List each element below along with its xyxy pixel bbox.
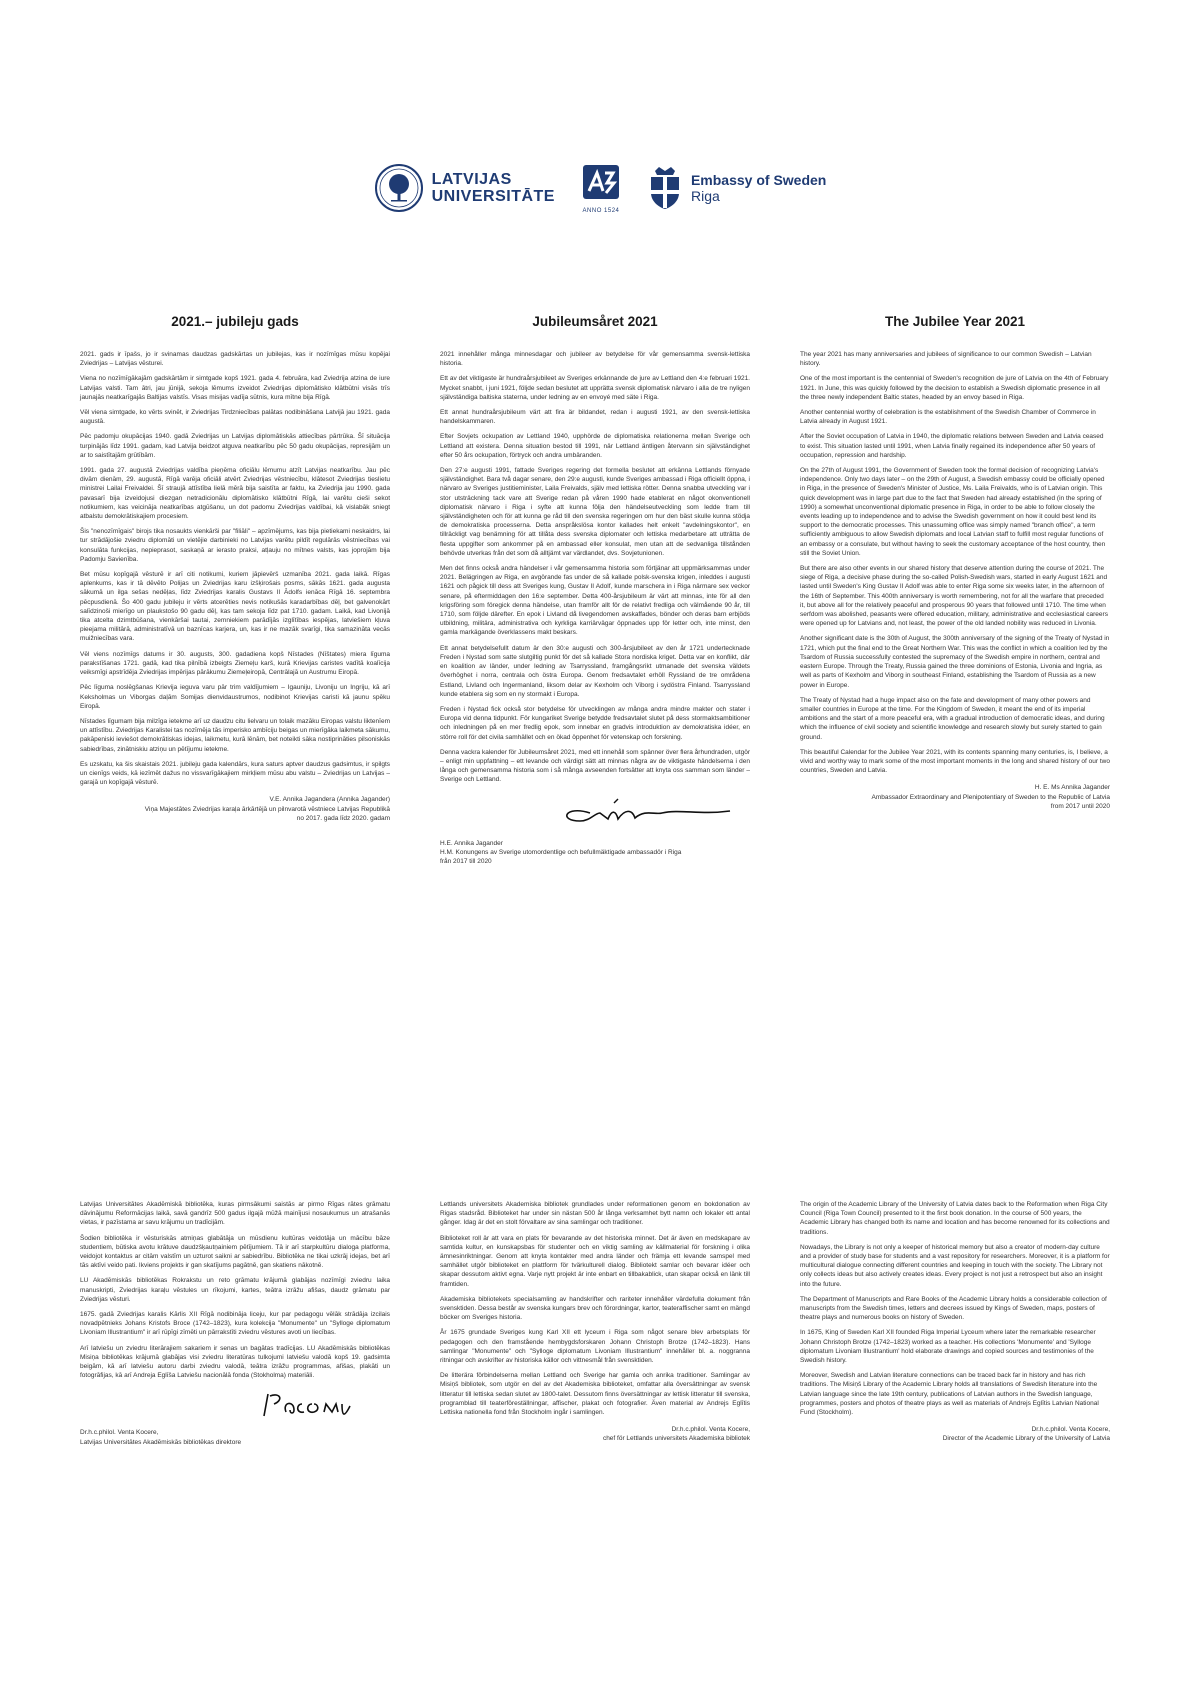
signatory-title: Ambassador Extraordinary and Plenipotentiary of Sweden to the Republic of Latvia [871, 793, 1110, 801]
logo-row [0, 158, 1200, 218]
signatory-title: Viņa Majestātes Zviedrijas karaļa ārkārtējā un pilnvarotā vēstniece Latvijas Republikā [144, 805, 390, 813]
paragraph: Pēc līguma noslēgšanas Krievija ieguva varu pār trim valdījumiem – Igauniju, Livoniju un Ingriju, kā arī Keksholmas un Viborgas daļām Somijas dienvidaustrumos, nodibinot Krievijas caristi kā jaunu spēku Eiropā. [80, 684, 390, 710]
paragraph: Pēc padomju okupācijas 1940. gadā Zviedrijas un Latvijas diplomātiskās attiecības pārtrūka. Šī situācija turpinājās līdz 1991. gadam, kad Latvija beidzot atguva neatkarību pēc 50 gadu okupācijas, represijām un ar to saistītajām grūtībām. [80, 433, 390, 459]
lu-wordmark-line2: UNIVERSITĀTE [431, 188, 555, 205]
lu-tree-emblem-icon [374, 163, 424, 213]
signatory-name: Dr.h.c.philol. Venta Kocere, [80, 1429, 159, 1437]
paragraph: Bet mūsu kopīgajā vēsturē ir arī citi notikumi, kuriem jāpievērš uzmanība 2021. gada laikā. Rīgas aplenkums, kas ir tā dēvēto Polijas un Zviedrijas karu izšķirošais posms, sākās 1621. gada augusta sākumā un ilga sešas nedēļas, līdz Zviedrijas karalis Gustavs II Ādolfs ienāca Rīgā 16. septembra pēcpusdienā. Šo 400 gadu jubileju ir vērts atcerēties nevis notikušās karadarbības dēļ, bet galvenokārt salīdzinoši mierīgo un plaukstošo 90 gadu dēļ, kas tam sekoja līdz pat 1710. gadam. Laikā, kad Livonijā tika atcelta dzimtbūšana, vienkāršai tautai, zemniekiem parādījās izglītības iespējas, latviešiem kļuva pieejama militārā, administratīvā un baznīcas karjera, un, kas ir ne mazāk svarīgi, tika samazināta vecās muižniecības vara. [80, 571, 390, 643]
paragraph: Another significant date is the 30th of August, the 300th anniversary of the signing of the Treaty of Nystad in 1721, which put the final end to the Great Northern War. This was the conflict in which a coalition led by the Tsardom of Russia successfully contested the supremacy of the Swedish empire in northern, central and eastern Europe. Through the Treaty, Russia gained the three dominions of Estonia, Livonia and Ingria, as well as parts of Kexholm and Viborg in southeast Finland, establishing the Tsardom of Russia as a new power in Europe. [800, 635, 1110, 689]
paragraph: Moreover, Swedish and Latvian literature connections can be traced back far in history and has rich traditions. The Misiņš Library of the Academic Library holds all translations of Swedish literature into the Latvian language since the late 19th century, publications of Latvian authors in the Swedish language, programmes, posters and photos of theatre plays as well as materials of Andrejs Eglītis Latvian National Fund (Stockholm). [800, 1372, 1099, 1417]
paragraph: The origin of the Academic Library of the University of Latvia dates back to the Reformation when Riga City Council (Riga Town Council) presented to it the first book donation. In the course of 500 years, the Academic Library has changed both its name and location and has become renowned for its collections and traditions. [800, 1201, 1110, 1236]
paragraph: LU Akadēmiskās bibliotēkas Rokrakstu un reto grāmatu krājumā glabājas nozīmīgi zviedru laika manuskripti, Zviedrijas karaļu vēstules un rīkojumi, kartes, teātra izrāžu afišas, daudz grāmatu par Zviedrijas vēsturi. [80, 1277, 390, 1303]
library-column-sv [440, 1200, 750, 1444]
paragraph: On the 27th of August 1991, the Government of Sweden took the formal decision of recognizing Latvia's independence. Only two days later – on the 29th of August, a Swedish embassy could be officially opened in Riga, in the presence of Sweden's Minister of Justice, Ms. Laila Freivalds, who is of Latvian origin. This quick development was in large part due to the fact that Sweden had already established (in the spring of 1990) a somewhat unconventional diplomatic presence in Riga, in order to be able to follow closely the events leading up to independence and to advise the Swedish government on how it could best lend its support to the democratic processes. This unassuming office was simply named "branch office", a term sufficiently ambiguous to allow Swedish diplomats and local Latvian staff to fulfill most regular functions of an embassy or a consulate, but without having to seek the customary acceptance of the host country, then still the Soviet Union. [800, 467, 1106, 557]
handwritten-signature-icon [80, 1386, 390, 1420]
library-column-en [800, 1200, 1110, 1444]
paragraph: Men det finns också andra händelser i vår gemensamma historia som förtjänar att uppmärksammas under 2021. Belägringen av Riga, en avgörande fas under de så kallade polsk-svenska krigen, inleddes i augusti 1621 och pågick till dess att Sveriges kung, Gustav II Adolf, kunde marschera in i Riga närmare sex veckor senare, på eftermiddagen den 16:e september. Detta 400-årsjubileum är värt att minnas, inte för all den krigsföring som föregick denna händelse, utan framför allt för de relativt fredliga och välmående 90 år, till 1710, som följde därefter. En epok i Livland då livegendomen avskaffades, bönder och deras barn erbjöds utbildning, militära, administrativa och kyrkliga karriärvägar öppnades upp för letter och, inte minst, den gamla markägande överklassens makt beskars. [440, 565, 750, 637]
paragraph: Vēl viens nozīmīgs datums ir 30. augusts, 300. gadadiena kopš Nīstades (Nīštates) miera līguma parakstīšanas 1721. gadā, kad tika pilnībā izbeigts Ziemeļu karš, kurā Krievijas caristes vadītā koalīcija veiksmīgi apstrīdēja Zviedrijas impērijas pārākumu Ziemeļeiropā, Centrālajā un Austrumu Eiropā. [80, 650, 390, 677]
paragraph: De litterära förbindelserna mellan Lettland och Sverige har gamla och anrika traditioner. Samlingar av Misiņš bibliotek, som utgör en del av det Akademiska biblioteket, omfattar alla översättningar av svensk litteratur till lettiska sedan slutet av 1800-talet. Dessutom finns översättningar av lettisk litteratur till svenska, programblad till teaterföreställningar, affischer, plakat och fotografier. Även material av Andrejs Eglītis Lettiska nationella fond från Stockholm ingår i samlingen. [440, 1372, 750, 1417]
embassy-city: Riga [690, 188, 720, 204]
paragraph: The Department of Manuscripts and Rare Books of the Academic Library holds a considerable collection of manuscripts from the Swedish times, letters and decrees issued by Kings of Sweden, maps, posters of theatre plays and numerous books on history of Sweden. [800, 1295, 1107, 1322]
paragraph: After the Soviet occupation of Latvia in 1940, the diplomatic relations between Sweden and Latvia ceased to exist. This situation lasted until 1991, when Latvia finally regained its independence after 50 years of occupation, repression and hardship. [800, 433, 1104, 459]
lu-logo [374, 163, 555, 213]
signatory-title: Latvijas Universitātes Akadēmiskās bibliotēkas direktore [80, 1438, 242, 1446]
jubilee-body-en [800, 350, 1110, 775]
signatory-term: no 2017. gada līdz 2020. gadam [296, 814, 390, 822]
paragraph: Efter Sovjets ockupation av Lettland 1940, upphörde de diplomatiska relationerna mellan Sverige och Lettland att existera. Denna situation bestod till 1991, när Lettland äntligen återvann sin självständighet efter 50 års ockupation, förtryck och andra umbäranden. [440, 433, 750, 459]
signatory-name: H. E. Ms Annika Jagander [1034, 784, 1110, 792]
paragraph: Akademiska bibliotekets specialsamling av handskrifter och rariteter innehåller värdefulla dokument från svensktiden. Dessa består av svenska kungars brev och förordningar, kartor, teateraffischer samt en mängd böcker om Sveriges historia. [440, 1295, 750, 1322]
paragraph: Latvijas Universitātes Akadēmiskā bibliotēka, kuras pirmsākumi saistās ar pirmo Rīgas rātes grāmatu dāvinājumu Reformācijas laikā, savā gandrīz 500 gadus ilgajā mūžā mainījusi nosaukumus un atrašanās vietas, ir pazīstama ar savu krājumu un tradīcijām. [80, 1201, 390, 1227]
signature-block-library-sv [440, 1425, 750, 1443]
handwritten-signature-icon [440, 791, 740, 831]
paragraph: Ett annat betydelsefullt datum är den 30:e augusti och 300-årsjubileet av den år 1721 undertecknade Freden i Nystad som satte slutgiltig punkt för det så kallade Stora nordiska kriget. Detta var en konflikt, där en koalition av länder, under ledning av Tsarryssland, framgångsrikt utmanade det svenska väldets överhöghet i norra, centrala och östra Europa. Genom fredsavtalet erhöll Ryssland de tre områdena Estland, Livland och Ingermanland, liksom delar av Kexholm och Viborg i sydöstra Finland. Tsarryssland kunde etablera sig som en ny stormakt i Europa. [440, 644, 750, 698]
paragraph: Ett av det viktigaste är hundraårsjubileet av Sveriges erkännande de jure av Lettland den 4:e februari 1921. Mycket snabbt, i juni 1921, följde sedan beslutet att upprätta svensk diplomatisk närvaro i alla de tre nyligen självständiga baltiska staterna, under ledning av en envoyé med säte i Riga. [440, 375, 750, 401]
library-column-lv [80, 1200, 390, 1447]
signatory-term: från 2017 till 2020 [440, 857, 492, 865]
jubilee-column-sv [440, 314, 750, 866]
jubilee-body-lv [80, 350, 390, 787]
signature-block-en [800, 783, 1110, 811]
signatory-name: V.E. Annika Jagandera (Annika Jagander) [269, 796, 390, 804]
signatory-name: H.E. Annika Jagander [440, 839, 503, 847]
paragraph: Lettlands universitets Akademiska bibliotek grundlades under reformationen genom en bokdonation av Rigas stadsråd. Biblioteket har under sin nästan 500 år långa verksamhet bytt namn och lokaler ett antal gånger. Idag är det en stolt förvaltare av sina samlingar och traditioner. [440, 1201, 750, 1227]
embassy-wordmark [691, 172, 826, 204]
paragraph: 2021 innehåller många minnesdagar och jubileer av betydelse för vår gemensamma svensk-lettiska historia. [440, 351, 750, 368]
paragraph: Freden i Nystad fick också stor betydelse för utvecklingen av många andra mindre makter och stater i Europa vid denna tidpunkt. För kungariket Sverige betydde fredsavtalet slutet på dess stormaktsambitioner och inledningen på en mer fredlig epok, som innebar en gradvis introduktion av demokratiska idéer, en större roll för det civila samhället och en ökad öppenhet för vetenskap och forskning. [440, 705, 750, 741]
jubilee-title-sv: Jubileumsåret 2021 [532, 314, 658, 329]
signatory-title: H.M. Konungens av Sverige utomordentlige och befullmäktigade ambassadör i Riga [440, 848, 682, 856]
paragraph: Biblioteket roll är att vara en plats för bevarande av det historiska minnet. Det är även en medskapare av samtida kultur, en kunskapsbas för studenter och en viktig samling av källmaterial för forskning i olika ämnesinriktningar. Genom att knyta kontakter med andra länder och främja ett levande samspel med samhället utgör biblioteket en plattform för tvärkulturell dialog. Bibliotekt samlar och bevarar idéer och skapar dessutom aktivt egna. Varje nytt projekt är inte enbart en tillbakablick, utan skapar också en länk till framtiden. [440, 1234, 750, 1288]
lu-wordmark [432, 171, 555, 205]
embassy-name: Embassy of Sweden [690, 172, 827, 188]
paragraph: Šodien bibliotēka ir vēsturiskās atmiņas glabātāja un mūsdienu kultūras veidotāja un mācību bāze studentiem, būtiska avotu krātuve daudzšķautņainiem pētījumiem. Tā ir arī starpkultūru dialoga platforma, veidojot kontaktus ar citām valstīm un uzturot saikni ar sabiedrību. Bibliotēka ne tikai uzkrāj idejas, bet arī tās aktīvi veido pati. Ikviens projekts ir gan skatījums pagātnē, gan skatiens nākotnē. [80, 1234, 390, 1270]
signatory-title: Director of the Academic Library of the University of Latvia [942, 1435, 1110, 1443]
signatory-name: Dr.h.c.philol. Venta Kocere, [1031, 1426, 1110, 1434]
paragraph: Denna vackra kalender för Jubileumsåret 2021, med ett innehåll som spänner över flera århundraden, utgör – enligt min uppfattning – ett levande och värdigt sätt att minnas några av de viktigaste händelserna i den långa och gemensamma historia som i så många avseenden fortsätter att knyta oss samman som länder – Sverige och Lettland. [440, 748, 750, 784]
paragraph: Viena no nozīmīgākajām gadskārtām ir simtgade kopš 1921. gada 4. februāra, kad Zviedrija atzina de iure Latvijas valsti. Tam ātri, jau jūnijā, sekoja lēmums izveidot Zviedrijas diplomātisko klātbūtni visās trīs jaunajās neatkarīgajās Baltijas valstīs. Visas misijas vadīja sūtnis, kura mītne bija Rīgā. [80, 375, 390, 401]
signature-block-library-lv [80, 1428, 390, 1446]
paragraph: The year 2021 has many anniversaries and jubilees of significance to our common Swedish – Latvian history. [800, 351, 1092, 368]
signatory-title: chef för Lettlands universitets Akademiska bibliotek [602, 1435, 750, 1443]
jubilee-column-en [800, 314, 1110, 811]
jubilee-title-lv: 2021.– jubileju gads [171, 314, 299, 329]
signature-block-sv [440, 839, 750, 867]
signatory-term: from 2017 until 2020 [1050, 802, 1110, 810]
paragraph: One of the most important is the centennial of Sweden's recognition de jure of Latvia on the 4th of February 1921. In June, this was quickly followed by the decision to establish a Swedish diplomatic presence in all the three newly independent Baltic states, headed by an envoy based in Riga. [800, 375, 1109, 401]
paragraph: This beautiful Calendar for the Jubilee Year 2021, with its contents spanning many centuries, is, I believe, a vivid and worthy way to mark some of the most important moments in the long and shared history of our two countries, Sweden and Latvia. [800, 748, 1110, 775]
signature-block-lv [80, 795, 390, 823]
paragraph: In 1675, King of Sweden Karl XII founded Riga Imperial Lyceum where later the remarkable researcher Johann Christoph Brotze (1742–1823) worked as a teacher. His collections 'Monumente' and 'Sylloge diplomatum Livoniam Illustrantium' hold elaborate drawings and copied sources and testimonies of the Swedish history. [800, 1329, 1096, 1365]
paragraph: Another centennial worthy of celebration is the establishment of the Swedish Chamber of Commerce in Latvia already in August 1921. [800, 409, 1096, 426]
paragraph: Arī latviešu un zviedru literārajiem sakariem ir senas un bagātas tradīcijas. LU Akadēmiskās bibliotēkas Misiņa bibliotēkas krājumā glabājas visi zviedru literatūras tulkojumi latviešu valodā kopš 19. gadsimta beigām, kā arī latviešu autoru darbi zviedru valodā, teātra izrāžu programmas, afišas, plakāti un fotogrāfijas, kā arī Andreja Eglīša Latviešu nacionālā fonda (Stokholma) materiāli. [80, 1344, 390, 1380]
paragraph: 1675. gadā Zviedrijas karalis Kārlis XII Rīgā nodibināja liceju, kur par pedagogu vēlāk strādāja izcilais novadpētnieks Johans Kristofs Broce (1742–1823), kura kolekcija "Monumente" un "Sylloge diplomatum Livoniam Illustrantium" ir arī rūpīgi zīmēti un pārrakstīti zviedru vēstures avoti un liecības. [80, 1311, 390, 1337]
swedish-crest-icon [647, 165, 683, 211]
paragraph: 1991. gada 27. augustā Zviedrijas valdība pieņēma oficiālu lēmumu atzīt Latvijas neatkarību. Jau pēc divām dienām, 29. augustā, Rīgā varēja oficiāli atvērt Zviedrijas vēstniecību, klātesot Zviedrijas tieslietu ministrei Lailai Freivaldei. Šī straujā attīstība lielā mērā bija saistīta ar faktu, ka Zviedrija jau 1990. gada pavasarī bija izveidojusi diezgan netradicionālu diplomātisko klātbūtni Rīgā, lai varētu cieši sekot notikumiem, kas veicināja neatkarības atgūšanu, un dot padomu Zviedrijas valdībai, kā vislabāk sniegt atbalstu demokrātiskajiem procesiem. [80, 467, 390, 521]
paragraph: Šis "nenozīmīgais" birojs tika nosaukts vienkārši par "filiāli" – apzīmējums, kas bija pietiekami neskaidrs, lai tur strādājošie zviedru diplomāti un vietējie darbinieki no Latvijas varētu pildīt regulārās vēstniecības vai konsulāta funkcijas, nepieprasot, saskaņā ar ierasto praksi, atļauju no mītnes valsts, kas joprojām bija Padomju Savienība. [80, 528, 390, 563]
paragraph: Den 27:e augusti 1991, fattade Sveriges regering det formella beslutet att erkänna Lettlands förnyade självständighet. Bara två dagar senare, den 29:e augusti, kunde Sveriges ambassad i Riga officiellt öppna, i närvaro av Sveriges justitieminister, Laila Freivalds, själv med lettiska rötter. Denna snabba utveckling var i stor utsträckning tack vare att Sverige redan på våren 1990 hade etablerat en något okonventionell diplomatisk närvaro i Riga i syfte att kunna följa den händelseutveckling som ledde fram till självständigheten och för att kunna ge råd till den svenska regeringen om hur den bäst skulle kunna stödja de demokratiska processerna. Detta anspråkslösa kontor kallades helt enkelt "avdelningskontor", en tillräckligt vag benämning för att tillåta dess svenska diplomater och lettiska medarbetare att utträtta de flesta uppgifter som ankommer på en ambassad eller konsulat, men utan att de sedvanliga tillstånden behövde utverkas från det som då alltjämt var värdlandet, dvs. Sovjetunionen. [440, 467, 750, 557]
paragraph: Nīstades līgumam bija milzīga ietekme arī uz daudzu citu lielvaru un tolaik mazāku Eiropas valstu liktenīem un attīstību. Zviedrijas Karalistei tas nozīmēja tās imperisko ambīciju beigas un mierīgāka laikmeta sākumu, pakāpeniski ieviešot demokrātiskas idejas, laikmetu, kurā lēnām, bet noteikti sāka nostiprināties pilsoniskās sabiedrības, zinātniskiu atziņu un pētījumu ietekme. [80, 717, 390, 753]
paragraph: But there are also other events in our shared history that deserve attention during the course of 2021. The siege of Riga, a decisive phase during the so-called Polish-Swedish wars, started in early August 1621 and lasted until Sweden's King Gustav II Adolf was able to enter Riga some six weeks later, in the afternoon of the 16th of September. This 400th anniversary is worth remembering, not for all the warfare that preceded it, but above all for the relatively peaceful and prosperous 90 years that followed until 1710. The time when serfdom was abolished, peasants were offered education, military, administrative and ecclesiastical careers were opened up for Latvians and, not least, the power of the old landed nobility was reduced in Livonia. [800, 565, 1108, 628]
paragraph: År 1675 grundade Sveriges kung Karl XII ett lyceum i Riga som något senare blev arbetsplats för pedagogen och den framstående hembygdsforskaren Johann Christoph Brotze (1742–1823). Hans samlingar "Monumente" och "Sylloge diplomatum Livoniam Illustrantium" innehåller bl. a. noggranna ritningar och avskrifter av historiska källor och vittnesmål från svensktiden. [440, 1329, 750, 1365]
paragraph: 2021. gads ir īpašs, jo ir svinamas daudzas gadskārtas un jubilejas, kas ir nozīmīgas mūsu kopējai Zviedrijas – Latvijas vēsturei. [80, 351, 390, 368]
signatory-name: Dr.h.c.philol. Venta Kocere, [671, 1426, 750, 1434]
lu-wordmark-line1: LATVIJAS [431, 171, 512, 188]
paragraph: Nowadays, the Library is not only a keeper of historical memory but also a creator of modern-day culture and a provider of study base for students and a vast repository for researchers. Moreover, it is a platform for multicultural dialogue connecting different countries and keeping in touch with the society. The Library not only collects ideas but also actively creates ideas. Every project is not just a retrospect but also an insight into the future. [800, 1243, 1110, 1288]
embassy-logo [647, 165, 826, 211]
signature-block-library-en [800, 1425, 1110, 1443]
paragraph: The Treaty of Nystad had a huge impact also on the fate and development of many other powers and smaller countries in Europe at the time. For the Kingdom of Sweden, it meant the end of its imperial ambitions and the start of a more peaceful era, with a gradual introduction of democratic ideas, and during which the influence of civil society and scientific knowledge and research slowly but surely started to gain ground. [800, 696, 1105, 741]
paragraph: Es uzskatu, ka šis skaistais 2021. jubileju gada kalendārs, kura saturs aptver daudzus gadsimtus, ir spilgts un cienīgs veids, kā iezīmēt dažus no vissvarīgākajiem mirkļiem mūsu abu valstu – Zviedrijas un Latvijas – garajā un kopīgajā vēsturē. [80, 760, 390, 787]
jubilee-column-lv [80, 314, 390, 823]
anniversary-monogram-icon [581, 163, 621, 207]
jubilee-body-sv [440, 350, 750, 785]
anniversary-logo [581, 163, 621, 214]
anniversary-year-label: ANNO 1524 [582, 207, 620, 214]
paragraph: Vēl viena simtgade, ko vērts svinēt, ir Zviedrijas Tirdzniecības palātas nodibināšana Latvijā jau 1921. gada augustā. [80, 409, 390, 426]
jubilee-title-en: The Jubilee Year 2021 [884, 314, 1026, 329]
paragraph: Ett annat hundraårsjubileum värt att fira är bildandet, redan i augusti 1921, av den svensk-lettiska handelskammaren. [440, 409, 750, 426]
